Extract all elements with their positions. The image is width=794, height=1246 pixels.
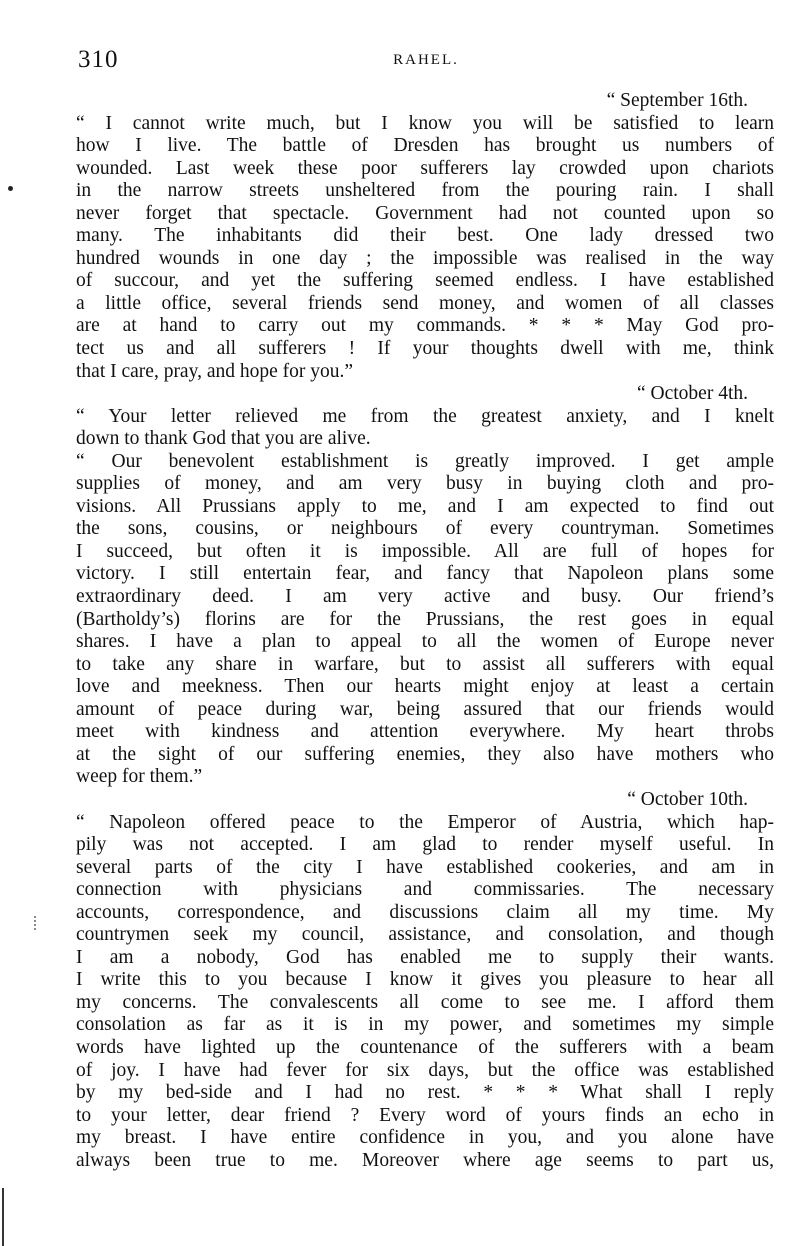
margin-speckle-mark bbox=[34, 916, 39, 930]
text-line: extraordinary deed. I am very active and busy. Our friend’s bbox=[76, 586, 774, 608]
text-line: are at hand to carry out my commands. * * * May God pro- bbox=[76, 315, 774, 337]
text-line: tect us and all sufferers ! If your thoughts dwell with me, think bbox=[76, 338, 774, 360]
text-line: visions. All Prussians apply to me, and I am expected to find out bbox=[76, 495, 774, 517]
text-line: to take any share in warfare, but to assist all sufferers with equal bbox=[76, 653, 774, 675]
text-line: my concerns. The convalescents all come to see me. I afford them bbox=[76, 991, 774, 1013]
page-header bbox=[78, 46, 774, 78]
page-number: 310 bbox=[78, 46, 119, 73]
text-line: love and meekness. Then our hearts might enjoy at least a certain bbox=[76, 676, 774, 698]
text-line: I succeed, but often it is impossible. All are full of hopes for bbox=[76, 540, 774, 562]
body-text bbox=[76, 90, 774, 1172]
text-line: pily was not accepted. I am glad to render myself useful. In bbox=[76, 834, 774, 856]
text-line: in the narrow streets unsheltered from the pouring rain. I shall bbox=[76, 180, 774, 202]
text-line: “ Napoleon offered peace to the Emperor of Austria, which hap- bbox=[76, 811, 774, 833]
text-line: “ Our benevolent establishment is greatly improved. I get ample bbox=[76, 450, 774, 472]
letter-dateline: “ October 4th. bbox=[636, 383, 748, 405]
text-line: victory. I still entertain fear, and fancy that Napoleon plans some bbox=[76, 563, 774, 585]
text-line: by my bed-side and I had no rest. * * * What shall I reply bbox=[76, 1082, 774, 1104]
text-line: accounts, correspondence, and discussions claim all my time. My bbox=[76, 901, 774, 923]
text-line: supplies of money, and am very busy in buying cloth and pro- bbox=[76, 473, 774, 495]
text-line: at the sight of our suffering enemies, they also have mothers who bbox=[76, 743, 774, 765]
text-line: (Bartholdy’s) florins are for the Prussians, the rest goes in equal bbox=[76, 608, 774, 630]
text-line: the sons, cousins, or neighbours of every countryman. Sometimes bbox=[76, 518, 774, 540]
running-head: RAHEL. bbox=[393, 52, 459, 68]
text-line: words have lighted up the countenance of the sufferers with a beam bbox=[76, 1036, 774, 1058]
letter-dateline: “ September 16th. bbox=[606, 90, 748, 111]
text-line: down to thank God that you are alive. bbox=[76, 428, 371, 450]
text-line: several parts of the city I have established cookeries, and am in bbox=[76, 856, 774, 878]
text-line: hundred wounds in one day ; the impossible was realised in the way bbox=[76, 247, 774, 269]
text-line: always been true to me. Moreover where age seems to part us, bbox=[76, 1149, 774, 1171]
text-line: weep for them.” bbox=[76, 766, 203, 788]
text-line: that I care, pray, and hope for you.” bbox=[76, 360, 354, 382]
text-line: “ Your letter relieved me from the greatest anxiety, and I knelt bbox=[76, 405, 774, 427]
text-line: to your letter, dear friend ? Every word of yours finds an echo in bbox=[76, 1104, 774, 1126]
text-line: I am a nobody, God has enabled me to supply their wants. bbox=[76, 946, 774, 968]
text-line: a little office, several friends send money, and women of all classes bbox=[76, 292, 774, 314]
letter-dateline: “ October 10th. bbox=[627, 788, 748, 810]
text-line: connection with physicians and commissaries. The necessary bbox=[76, 879, 774, 901]
margin-dot-mark bbox=[8, 186, 13, 191]
text-line: consolation as far as it is in my power, and sometimes my simple bbox=[76, 1014, 774, 1036]
text-line: my breast. I have entire confidence in you, and you alone have bbox=[76, 1127, 774, 1149]
text-line: many. The inhabitants did their best. One lady dressed two bbox=[76, 225, 774, 247]
text-line: wounded. Last week these poor sufferers lay crowded upon chariots bbox=[76, 157, 774, 179]
text-line: shares. I have a plan to appeal to all the women of Europe never bbox=[76, 631, 774, 653]
text-line: I write this to you because I know it gives you pleasure to hear all bbox=[76, 969, 774, 991]
text-line: meet with kindness and attention everywhere. My heart throbs bbox=[76, 721, 774, 743]
left-edge-line bbox=[2, 1188, 4, 1246]
text-line: of joy. I have had fever for six days, but the office was established bbox=[76, 1059, 774, 1081]
text-line: countrymen seek my council, assistance, and consolation, and though bbox=[76, 924, 774, 946]
text-line: of succour, and yet the suffering seemed endless. I have established bbox=[76, 270, 774, 292]
text-line: how I live. The battle of Dresden has brought us numbers of bbox=[76, 135, 774, 157]
text-line: never forget that spectacle. Government had not counted upon so bbox=[76, 202, 774, 224]
text-line: amount of peace during war, being assured that our friends would bbox=[76, 698, 774, 720]
text-line: “ I cannot write much, but I know you will be satisfied to learn bbox=[76, 112, 774, 134]
